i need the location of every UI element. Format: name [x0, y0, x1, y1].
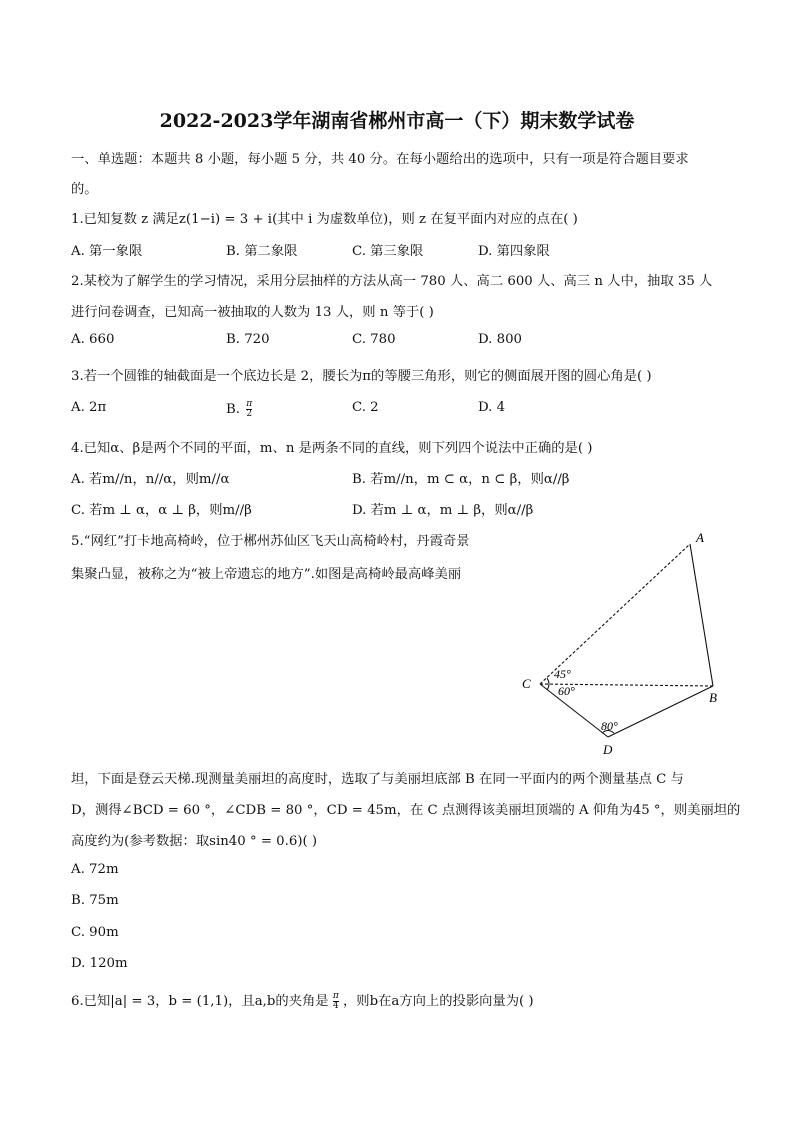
q1-option-d: D. 第四象限	[478, 244, 550, 259]
question-6-stem	[71, 990, 534, 1011]
q2-option-d: D. 800	[478, 332, 523, 347]
question-5-stem-cont-3: D，测得∠BCD = 60 °，∠CDB = 80 °，CD = 45m，在 C 点测得该美丽坦顶端的 A 仰角为45 °，则美丽坦的	[71, 803, 741, 818]
q2-option-b: B. 720	[226, 332, 270, 347]
page-title: 2022-2023学年湖南省郴州市高一（下）期末数学试卷	[159, 110, 635, 132]
question-2-stem-cont: 进行问卷调查，已知高一被抽取的人数为 13 人，则 n 等于( )	[71, 305, 434, 320]
question-5-stem: 5.“网红”打卡地高椅岭，位于郴州苏仙区飞天山高椅岭村，丹霞奇景	[71, 534, 470, 549]
angle-label-60: 60°	[558, 684, 575, 698]
fraction-numerator: π	[332, 991, 339, 1001]
point-label-d: D	[603, 742, 613, 757]
section-heading: 一、单选题：本题共 8 小题，每小题 5 分，共 40 分。在每小题给出的选项中，只有一项是符合题目要求	[71, 152, 689, 167]
question-6-stem-part2: ，则b在a方向上的投影向量为( )	[343, 994, 534, 1009]
fraction-pi-over-4	[333, 992, 339, 1011]
q1-option-b: B. 第二象限	[226, 244, 298, 259]
fraction-pi-over-2	[246, 400, 252, 419]
q1-option-a: A. 第一象限	[71, 244, 143, 259]
section-heading-cont: 的。	[71, 182, 98, 197]
fraction-denominator: 4	[332, 1001, 339, 1011]
q3-option-b	[226, 400, 252, 419]
question-6-stem-part1: 6.已知|a| = 3，b = (1,1)，且a,b的夹角是	[71, 994, 329, 1009]
q5-option-c: C. 90m	[71, 925, 119, 940]
point-label-c: C	[522, 676, 531, 691]
q3-option-a: A. 2π	[71, 400, 107, 415]
segment-db	[608, 686, 713, 737]
q5-option-d: D. 120m	[71, 956, 128, 971]
question-5-stem-cont-4: 高度约为(参考数据：取sin40 ° = 0.6)( )	[71, 834, 318, 849]
segment-ab	[690, 544, 713, 686]
q3-option-d: D. 4	[478, 400, 506, 415]
angle-label-80: 80°	[601, 719, 618, 733]
q2-option-a: A. 660	[71, 332, 115, 347]
point-label-b: B	[709, 690, 717, 705]
question-5-stem-cont: 集聚凸显，被称之为“被上帝遗忘的地方”.如图是高椅岭最高峰美丽	[71, 567, 462, 582]
q4-option-b: B. 若m//n，m ⊂ α，n ⊂ β，则α//β	[352, 472, 570, 487]
q4-option-a: A. 若m//n，n//α，则m//α	[71, 472, 230, 487]
point-label-a: A	[696, 530, 704, 545]
question-2-stem: 2.某校为了解学生的学习情况，采用分层抽样的方法从高一 780 人、高二 600 人、高三 n 人中，抽取 35 人	[71, 274, 713, 289]
q3-option-b-label: B.	[226, 402, 245, 417]
q5-option-a: A. 72m	[71, 862, 119, 877]
triangle-figure	[510, 528, 740, 760]
q3-option-c: C. 2	[352, 400, 379, 415]
q4-option-c: C. 若m ⊥ α，α ⊥ β，则m//β	[71, 503, 252, 518]
fraction-numerator: π	[246, 399, 253, 409]
q5-option-b: B. 75m	[71, 893, 119, 908]
question-5-stem-cont-2: 坦，下面是登云天梯.现测量美丽坦的高度时，选取了与美丽坦底部 B 在同一平面内的两个测量基点 C 与	[71, 772, 684, 787]
angle-label-45: 45°	[554, 667, 571, 681]
fraction-denominator: 2	[246, 409, 253, 419]
question-3-stem: 3.若一个圆锥的轴截面是一个底边长是 2，腰长为π的等腰三角形，则它的侧面展开图的圆心角是( )	[71, 369, 652, 384]
q1-option-c: C. 第三象限	[352, 244, 424, 259]
q4-option-d: D. 若m ⊥ α，m ⊥ β，则α//β	[352, 503, 534, 518]
segment-ca	[540, 544, 690, 684]
q2-option-c: C. 780	[352, 332, 396, 347]
question-1-stem: 1.已知复数 z 满足z(1−i) = 3 + i(其中 i 为虚数单位)，则 z 在复平面内对应的点在( )	[71, 212, 578, 227]
question-4-stem: 4.已知α、β是两个不同的平面，m、n 是两条不同的直线，则下列四个说法中正确的是( )	[71, 441, 593, 456]
